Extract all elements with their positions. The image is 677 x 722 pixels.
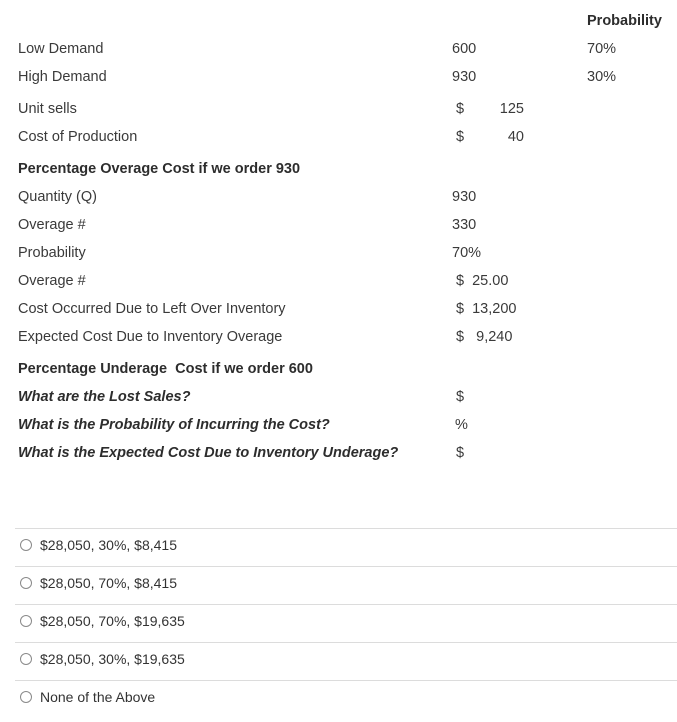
answer-option-label: None of the Above (40, 689, 156, 705)
leftover-cost-value: $ 13,200 (456, 301, 517, 317)
radio-button[interactable] (20, 539, 32, 551)
unit-sells-currency: $ (456, 101, 465, 117)
lost-sales-symbol: $ (456, 389, 465, 405)
answer-option-5[interactable] (20, 687, 155, 707)
divider (15, 604, 677, 605)
unit-sells-label: Unit sells (18, 101, 77, 117)
overage-probability-label: Probability (18, 245, 86, 261)
divider (15, 528, 677, 529)
low-demand-label: Low Demand (18, 41, 104, 57)
probability-header: Probability (587, 13, 662, 29)
answer-option-2[interactable] (20, 573, 177, 593)
answer-option-label: $28,050, 70%, $19,635 (40, 613, 185, 629)
divider (15, 680, 677, 681)
radio-button[interactable] (20, 615, 32, 627)
overage-cost-label: Overage # (18, 273, 86, 289)
low-demand-value: 600 (452, 41, 477, 57)
overage-heading: Percentage Overage Cost if we order 930 (18, 161, 301, 177)
quantity-label: Quantity (Q) (18, 189, 97, 205)
expected-overage-cost-label: Expected Cost Due to Inventory Overage (18, 329, 283, 345)
expected-underage-symbol: $ (456, 445, 465, 461)
answer-option-label: $28,050, 70%, $8,415 (40, 575, 178, 591)
probability-question: What is the Probability of Incurring the Cost? (18, 417, 330, 433)
leftover-cost-label: Cost Occurred Due to Left Over Inventory (18, 301, 286, 317)
answer-option-label: $28,050, 30%, $8,415 (40, 537, 178, 553)
overage-count-value: 330 (452, 217, 477, 233)
expected-underage-question: What is the Expected Cost Due to Inventory Underage? (18, 445, 399, 461)
probability-symbol: % (455, 417, 468, 433)
overage-count-label: Overage # (18, 217, 86, 233)
cost-of-production-currency: $ (456, 129, 465, 145)
overage-cost-value: $ 25.00 (456, 273, 509, 289)
radio-button[interactable] (20, 577, 32, 589)
answer-option-1[interactable] (20, 535, 177, 555)
radio-button[interactable] (20, 653, 32, 665)
underage-heading: Percentage Underage Cost if we order 600 (18, 361, 313, 377)
cost-of-production-label: Cost of Production (18, 129, 138, 145)
answer-option-4[interactable] (20, 649, 185, 669)
high-demand-label: High Demand (18, 69, 107, 85)
divider (15, 566, 677, 567)
expected-overage-cost-value: $ 9,240 (456, 329, 513, 345)
high-demand-value: 930 (452, 69, 477, 85)
divider (15, 642, 677, 643)
low-demand-probability: 70% (587, 41, 617, 57)
quantity-value: 930 (452, 189, 477, 205)
answer-option-label: $28,050, 30%, $19,635 (40, 651, 185, 667)
unit-sells-value: 125 (499, 101, 524, 117)
radio-button[interactable] (20, 691, 32, 703)
overage-probability-value: 70% (452, 245, 482, 261)
lost-sales-question: What are the Lost Sales? (18, 389, 191, 405)
high-demand-probability: 30% (587, 69, 617, 85)
cost-of-production-value: 40 (507, 129, 524, 145)
answer-option-3[interactable] (20, 611, 185, 631)
